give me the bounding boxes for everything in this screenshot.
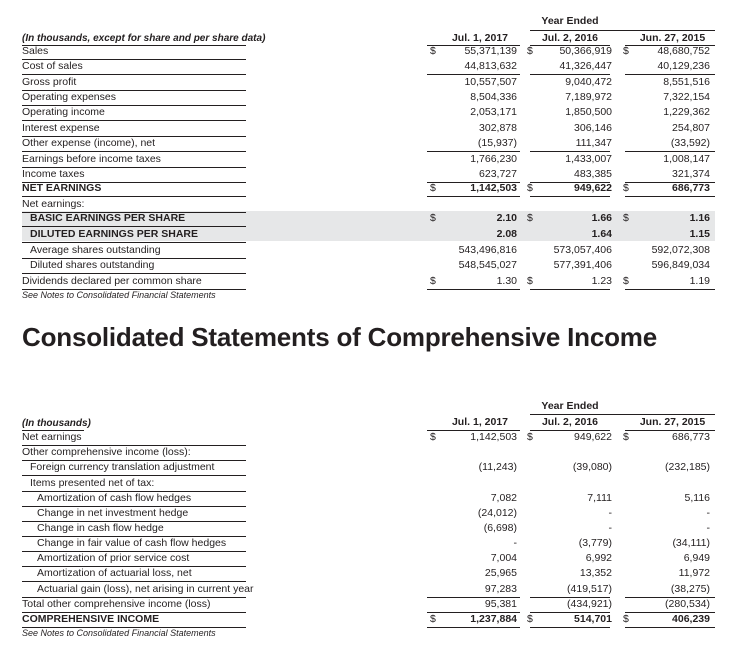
comp-label: Items presented net of tax: [30, 477, 155, 489]
comp-row-net-earnings [0, 430, 743, 445]
comp-currency-symbol: $ [430, 613, 436, 625]
income-label: NET EARNINGS [22, 182, 102, 194]
comp-row-amortization-of-cash-flow-hedges [0, 491, 743, 506]
comp-row-change-in-cash-flow-hedge [0, 521, 743, 536]
income-value: 1.30 [496, 275, 517, 287]
comp-row-change-in-fair-value-of-cash-flow-hedges [0, 536, 743, 551]
income-value: 254,807 [672, 122, 710, 134]
comp-currency-symbol: $ [623, 613, 629, 625]
comp-value: (434,921) [567, 598, 612, 610]
comp-value: 95,381 [484, 598, 517, 610]
income-label: Net earnings: [22, 198, 85, 210]
comp-value: (11,243) [478, 461, 517, 473]
income-value: 55,371,139 [464, 45, 517, 57]
comp-value: 7,082 [490, 492, 517, 504]
comp-row-total-other-comprehensive-income-loss [0, 597, 743, 612]
income-label: Other expense (income), net [22, 137, 156, 149]
income-value: 8,504,336 [470, 91, 517, 103]
comp-value: - [608, 522, 612, 534]
income-row-operating-income [0, 105, 743, 120]
comp-value: (6,698) [483, 522, 517, 534]
income-row-cost-of-sales [0, 59, 743, 74]
income-col-2016: Jul. 2, 2016 [541, 32, 599, 44]
income-label: Dividends declared per common share [22, 275, 202, 287]
comp-value: 6,992 [585, 552, 612, 564]
income-currency-symbol: $ [527, 275, 533, 287]
income-value: 949,622 [574, 182, 612, 194]
income-label: Income taxes [22, 168, 85, 180]
income-currency-symbol: $ [430, 182, 436, 194]
comp-value: (38,275) [670, 583, 710, 595]
income-row-diluted-shares-outstanding [0, 258, 743, 273]
comp-row-comprehensive-income [0, 612, 743, 627]
income-value: 41,326,447 [559, 60, 612, 72]
income-value: 573,057,406 [553, 244, 612, 256]
comp-col-2015: Jun. 27, 2015 [639, 416, 706, 428]
comprehensive-income-title: Consolidated Statements of Comprehensive Income [22, 322, 657, 352]
income-row-operating-expenses [0, 90, 743, 105]
comp-label: Change in net investment hedge [37, 507, 189, 519]
income-value: 1,008,147 [663, 153, 710, 165]
income-row-income-taxes [0, 167, 743, 182]
comp-label: Foreign currency translation adjustment [30, 461, 215, 473]
comp-units-note: (In thousands) [22, 418, 91, 429]
comp-label: Amortization of actuarial loss, net [37, 567, 192, 579]
comp-value: 25,965 [484, 567, 517, 579]
comp-value: (419,517) [567, 583, 612, 595]
income-currency-symbol: $ [527, 182, 533, 194]
comp-col-2016: Jul. 2, 2016 [541, 416, 599, 428]
comp-row-change-in-net-investment-hedge [0, 506, 743, 521]
income-currency-symbol: $ [623, 275, 629, 287]
income-row-dividends-declared-per-common-share [0, 274, 743, 289]
income-value: 7,189,972 [565, 91, 612, 103]
income-row-net-earnings [0, 181, 743, 196]
comp-value: 6,949 [683, 552, 710, 564]
comp-currency-symbol: $ [430, 431, 436, 443]
income-label: Gross profit [22, 76, 77, 88]
income-row-earnings-before-income-taxes [0, 152, 743, 167]
income-currency-symbol: $ [430, 275, 436, 287]
comp-value: 97,283 [484, 583, 517, 595]
comp-value: (232,185) [665, 461, 710, 473]
comp-row-foreign-currency-translation-adjustment [0, 460, 743, 475]
income-value: 1.16 [689, 212, 710, 224]
income-label: Operating expenses [22, 91, 116, 103]
income-value: 596,849,034 [651, 259, 710, 271]
income-value: (15,937) [477, 137, 517, 149]
income-col-2015: Jun. 27, 2015 [639, 32, 706, 44]
comp-value: 5,116 [684, 492, 710, 504]
income-label: Earnings before income taxes [22, 153, 161, 165]
income-value: 2.08 [496, 228, 517, 240]
income-value: 1,850,500 [565, 106, 612, 118]
comp-value: (39,080) [572, 461, 612, 473]
income-units-note: (In thousands, except for share and per share data) [22, 33, 266, 44]
comp-label: Actuarial gain (loss), net arising in current year [37, 583, 254, 595]
comp-value: - [513, 537, 517, 549]
comp-value: 949,622 [574, 431, 612, 443]
income-row-average-shares-outstanding [0, 243, 743, 258]
income-value: 7,322,154 [663, 91, 710, 103]
income-value: 321,374 [672, 168, 710, 180]
income-value: 1,229,362 [663, 106, 710, 118]
income-currency-symbol: $ [430, 212, 436, 224]
income-row-gross-profit [0, 75, 743, 90]
comp-row-items-presented-net-of-tax [0, 476, 743, 491]
comp-label: Other comprehensive income (loss): [22, 446, 191, 458]
comp-value: 686,773 [672, 431, 710, 443]
comp-label: Amortization of prior service cost [37, 552, 190, 564]
comp-value: 1,142,503 [470, 431, 517, 443]
income-value: 9,040,472 [565, 76, 612, 88]
comp-value: 1,237,884 [470, 613, 517, 625]
comp-label: Change in fair value of cash flow hedges [37, 537, 227, 549]
comp-value: - [608, 507, 612, 519]
comp-value: 13,352 [579, 567, 612, 579]
income-row-interest-expense [0, 121, 743, 136]
comp-value: (3,779) [578, 537, 612, 549]
comp-year-ended-header: Year Ended [541, 400, 599, 412]
income-value: 1,142,503 [470, 182, 517, 194]
income-value: 1.66 [591, 212, 612, 224]
comp-currency-symbol: $ [623, 431, 629, 443]
income-value: 44,813,632 [464, 60, 517, 72]
income-value: 302,878 [479, 122, 517, 134]
income-row-diluted-earnings-per-share [0, 227, 743, 242]
income-row-basic-earnings-per-share [0, 211, 743, 226]
comp-row-amortization-of-actuarial-loss-net [0, 566, 743, 581]
income-row-net-earnings [0, 197, 743, 212]
income-value: 1.15 [689, 228, 710, 240]
income-value: 1.23 [591, 275, 612, 287]
comp-label: Total other comprehensive income (loss) [22, 598, 211, 610]
income-label: Average shares outstanding [30, 244, 161, 256]
income-value: 1.19 [689, 275, 710, 287]
income-currency-symbol: $ [623, 45, 629, 57]
income-currency-symbol: $ [527, 45, 533, 57]
comp-row-actuarial-gain-loss-net-arising-in-current-year [0, 582, 743, 597]
income-currency-symbol: $ [430, 45, 436, 57]
income-value: 1,766,230 [470, 153, 517, 165]
income-value: 577,391,406 [553, 259, 612, 271]
income-value: 543,496,816 [458, 244, 517, 256]
income-value: 686,773 [672, 182, 710, 194]
income-value: 1,433,007 [565, 153, 612, 165]
comp-currency-symbol: $ [527, 613, 533, 625]
comp-label: COMPREHENSIVE INCOME [22, 613, 160, 625]
comp-value: 11,972 [678, 567, 710, 579]
comp-value: - [706, 507, 710, 519]
income-label: DILUTED EARNINGS PER SHARE [30, 228, 199, 240]
income-value: 548,545,027 [458, 259, 517, 271]
income-label: Operating income [22, 106, 105, 118]
income-row-other-expense-income-net [0, 136, 743, 151]
comp-value: (24,012) [477, 507, 517, 519]
comp-label: Net earnings [22, 431, 82, 443]
comp-row-other-comprehensive-income-loss [0, 445, 743, 460]
comp-value: (34,111) [672, 537, 710, 549]
income-currency-symbol: $ [623, 182, 629, 194]
comp-value: - [706, 522, 710, 534]
income-value: 111,347 [575, 137, 612, 149]
comp-row-amortization-of-prior-service-cost [0, 551, 743, 566]
income-row-sales [0, 44, 743, 59]
income-label: Interest expense [22, 122, 100, 134]
income-value: 1.64 [591, 228, 612, 240]
income-label: Sales [22, 45, 49, 57]
income-value: 623,727 [479, 168, 517, 180]
comp-notes-reference: See Notes to Consolidated Financial Statements [22, 628, 216, 638]
comp-value: 406,239 [672, 613, 710, 625]
comp-value: (280,534) [665, 598, 710, 610]
income-label: Cost of sales [22, 60, 83, 72]
income-value: 40,129,236 [657, 60, 710, 72]
income-value: 592,072,308 [651, 244, 710, 256]
income-value: 306,146 [574, 122, 612, 134]
comp-label: Change in cash flow hedge [37, 522, 164, 534]
income-label: BASIC EARNINGS PER SHARE [30, 212, 186, 224]
income-year-ended-header: Year Ended [541, 15, 599, 27]
comp-value: 7,111 [587, 492, 612, 504]
income-col-2017: Jul. 1, 2017 [451, 32, 509, 44]
income-value: 50,366,919 [559, 45, 612, 57]
income-label: Diluted shares outstanding [30, 259, 155, 271]
comp-currency-symbol: $ [527, 431, 533, 443]
income-notes-reference: See Notes to Consolidated Financial Statements [22, 290, 216, 300]
comp-label: Amortization of cash flow hedges [37, 492, 192, 504]
income-value: 483,385 [574, 168, 612, 180]
income-currency-symbol: $ [527, 212, 533, 224]
income-value: 8,551,516 [663, 76, 710, 88]
income-value: 2,053,171 [470, 106, 517, 118]
income-value: (33,592) [670, 137, 710, 149]
comp-value: 514,701 [574, 613, 612, 625]
income-value: 10,557,507 [464, 76, 517, 88]
income-value: 48,680,752 [657, 45, 710, 57]
income-currency-symbol: $ [623, 212, 629, 224]
income-value: 2.10 [496, 212, 517, 224]
comp-value: 7,004 [490, 552, 517, 564]
comp-col-2017: Jul. 1, 2017 [451, 416, 509, 428]
